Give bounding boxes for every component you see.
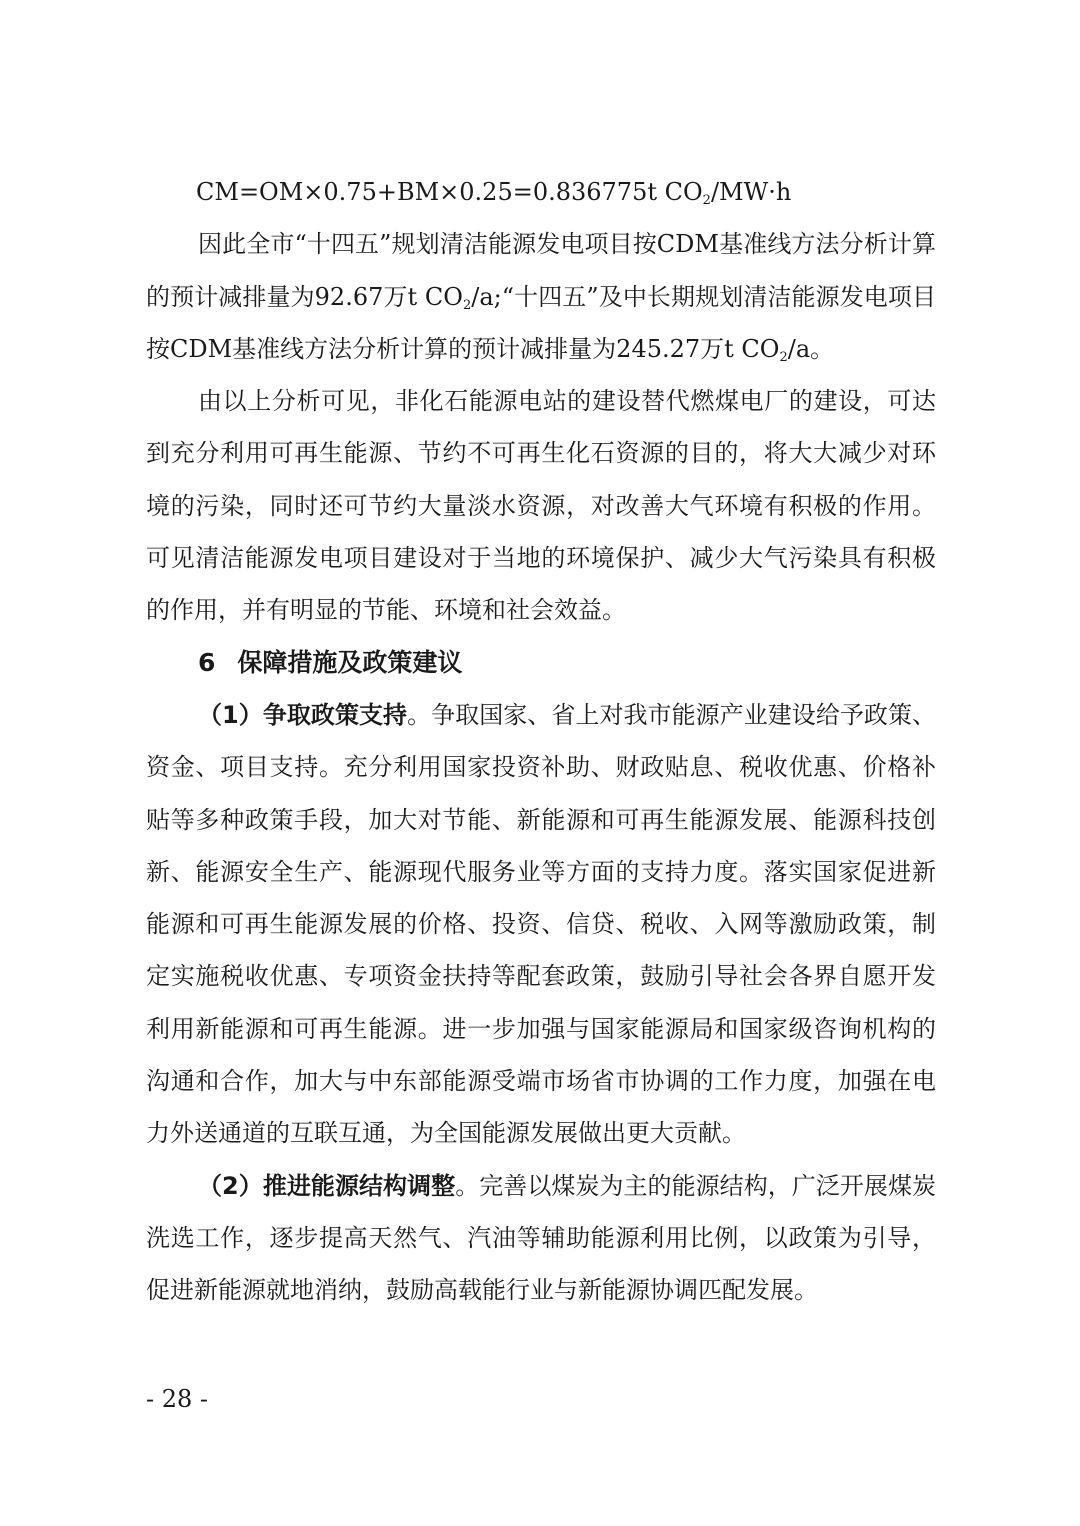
measure-1-body: 。争取国家、省上对我市能源产业建设给予政策、资金、项目支持。充分利用国家投资补助、财政贴息、税收优惠、价格补贴等多种政策手段，加大对节能、新能源和可再生能源发展、能源科技创新、能源安全生产、能源现代服务业等方面的支持力度。落实国家促进新能源和可再生能源发展的价格、投资、信贷、税收、入网等激励政策，制定实施税收优惠、专项资金扶持等配套政策，鼓励引导社会各界自愿开发利用新能源和可再生能源。进一步加强与国家能源局和国家级咨询机构的沟通和合作，加大与中东部能源受端市场省市协调的工作力度，加强在电力外送通道的互联互通，为全国能源发展做出更大贡献。 — [146, 700, 936, 1148]
measure-1-paragraph — [146, 689, 936, 1160]
reduction-subscript-2: 2 — [779, 349, 788, 365]
reduction-text-1: 因此全市“十四五”规划清洁能源发电项目按CDM基准线方法分析计算的预计减排量为92.67万t CO — [146, 230, 936, 311]
formula-text: CM=OM×0.75+BM×0.25=0.836775t CO — [196, 178, 703, 206]
formula-subscript: 2 — [702, 193, 711, 208]
reduction-subscript-1: 2 — [462, 297, 472, 313]
benefit-paragraph: 由以上分析可见，非化石能源电站的建设替代燃煤电厂的建设，可达到充分利用可再生能源、节约不可再生化石资源的目的，将大大减少对环境的污染，同时还可节约大量淡水资源，对改善大气环境有积极的作用。可见清洁能源发电项目建设对于当地的环境保护、减少大气污染具有积极的作用，并有明显的节能、环境和社会效益。 — [146, 387, 936, 625]
formula-unit: /MW·h — [710, 178, 792, 206]
measure-2-paragraph — [146, 1160, 936, 1317]
document-page — [146, 166, 936, 1317]
measure-1-lead: （1）争取政策支持 — [198, 700, 408, 729]
reduction-text-2: /a;“十四五”及中长期规划清洁能源发电项目按CDM基准线方法分析计算的预计减排量为245.27万t CO — [146, 282, 936, 363]
section-title: 保障措施及政策建议 — [237, 647, 463, 677]
section-number: 6 — [198, 647, 216, 677]
section-heading — [146, 637, 936, 689]
page-number: - 28 - — [146, 1385, 209, 1413]
measure-2-body: 。完善以煤炭为主的能源结构，广泛开展煤炭洗选工作，逐步提高天然气、汽油等辅助能源利用比例，以政策为引导，促进新能源就地消纳，鼓励高载能行业与新能源协调匹配发展。 — [146, 1171, 937, 1305]
measure-2-lead: （2）推进能源结构调整 — [198, 1171, 456, 1200]
reduction-paragraph — [146, 218, 936, 375]
formula-line — [146, 166, 936, 218]
reduction-text-3: /a。 — [787, 334, 835, 363]
